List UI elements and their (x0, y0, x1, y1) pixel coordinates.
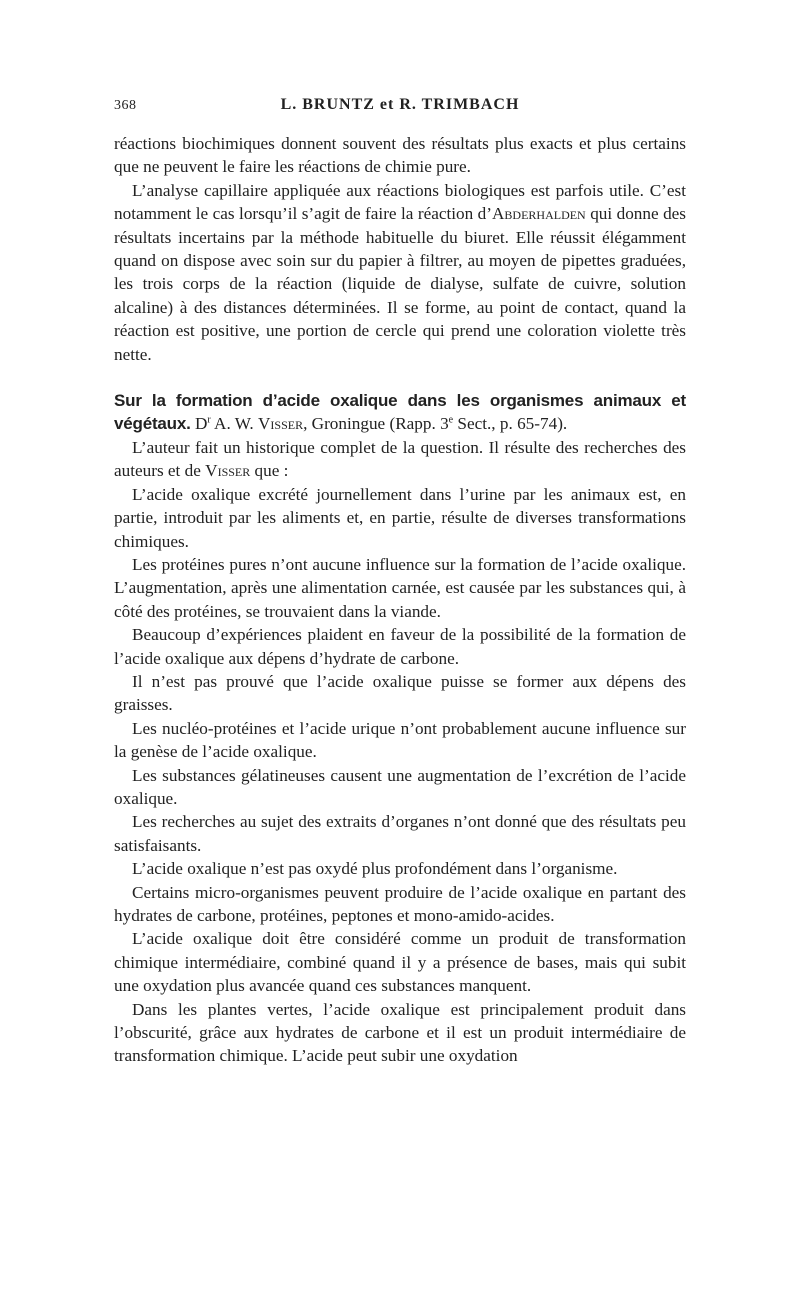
article-paragraph: Il n’est pas prouvé que l’acide oxalique puisse se former aux dépens des graisses. (114, 671, 686, 715)
article-intro-a: L’auteur fait un historique complet de la question. Il résulte des recherches des auteurs et de (114, 437, 686, 481)
article-paragraph: Les nucléo-protéines et l’acide urique n’ont probablement aucune influence sur la genèse de l’acide oxalique. (114, 718, 686, 762)
intro-paragraph-capillary-analysis (114, 179, 686, 366)
article-title: Sur la formation d’acide oxalique dans les organismes animaux et végétaux. (114, 391, 686, 434)
article-paragraph: Les protéines pures n’ont aucune influence sur la formation de l’acide oxalique. L’augmentation, après une alimentation carnée, est causée par les substances qui, à côté des protéines, se trouvaient dans la viande. (114, 554, 686, 621)
intro-text-b: qui donne des résultats incertains par la méthode habituelle du biuret. Elle réussit élégamment quand on dispose avec soin sur du papier à filtrer, au moyen de pipettes graduées, les trois corps de la réaction (liquide de dialyse, sulfate de cuivre, solution alcaline) à des distances déterminées. Il se forme, au point de contact, quand la réaction est positive, une portion de cercle qui prend une coloration violette très nette. (114, 204, 686, 364)
book-page (114, 96, 686, 1068)
article-heading (114, 389, 686, 436)
article-paragraph: Certains micro-organismes peuvent produire de l’acide oxalique en partant des hydrates de carbone, protéines, peptones et mono-amido-acides. (114, 882, 686, 925)
article-intro-b: que : (250, 461, 289, 481)
article-paragraph: Les substances gélatineuses causent une augmentation de l’excrétion de l’acide oxalique. (114, 765, 686, 808)
reference-text-a: , Groningue (Rapp. 3 (303, 414, 449, 434)
article-paragraph: Beaucoup d’expériences plaident en faveur de la possibilité de la formation de l’acide oxalique aux dépens d’hydrate de carbone. (114, 625, 686, 668)
article-paragraph: L’acide oxalique excrété journellement dans l’urine par les animaux est, en partie, introduit par les aliments et, en partie, résulte de diverses transformations chimiques. (114, 484, 686, 551)
author-initials: A. W. (210, 414, 258, 434)
article-paragraph: Les recherches au sujet des extraits d’organes n’ont donné que des résultats peu satisfaisants. (114, 812, 686, 855)
reference-text-b: Sect., p. 65-74). (453, 414, 568, 434)
article-paragraph: L’acide oxalique n’est pas oxydé plus profondément dans l’organisme. (132, 859, 618, 879)
section-spacer (114, 366, 686, 389)
article-paragraph: Dans les plantes vertes, l’acide oxalique est principalement produit dans l’obscurité, grâce aux hydrates de carbone et il est un produit intermédiaire de transformation chimique. L’acide peut subir une oxydation (114, 999, 686, 1066)
author-name-abderhalden: Abderhalden (491, 204, 586, 224)
running-head (114, 96, 686, 122)
author-name-visser-inline: Visser (205, 461, 251, 481)
intro-paragraph-continued: réactions biochimiques donnent souvent des résultats plus exacts et plus certains que ne peuvent le faire les réactions de chimie pure. (114, 134, 686, 177)
doctor-prefix: D (190, 414, 208, 434)
article-paragraph: L’acide oxalique doit être considéré comme un produit de transformation chimique intermédiaire, combiné quand il y a présence de bases, mais qui subit une oxydation plus avancée quand ces substances manquent. (114, 929, 686, 996)
running-head-authors: L. BRUNTZ et R. TRIMBACH (280, 96, 520, 113)
page-number: 368 (114, 98, 137, 113)
doctor-superscript: r (207, 414, 211, 426)
article-paragraph-intro (114, 436, 686, 483)
intro-text-a: L’analyse capillaire appliquée aux réactions biologiques est parfois utile. C’est notamment le cas lorsqu’il s’agit de faire la réaction d’ (114, 180, 686, 224)
reference-superscript: e (448, 414, 454, 426)
author-name-visser: Visser (257, 414, 304, 434)
